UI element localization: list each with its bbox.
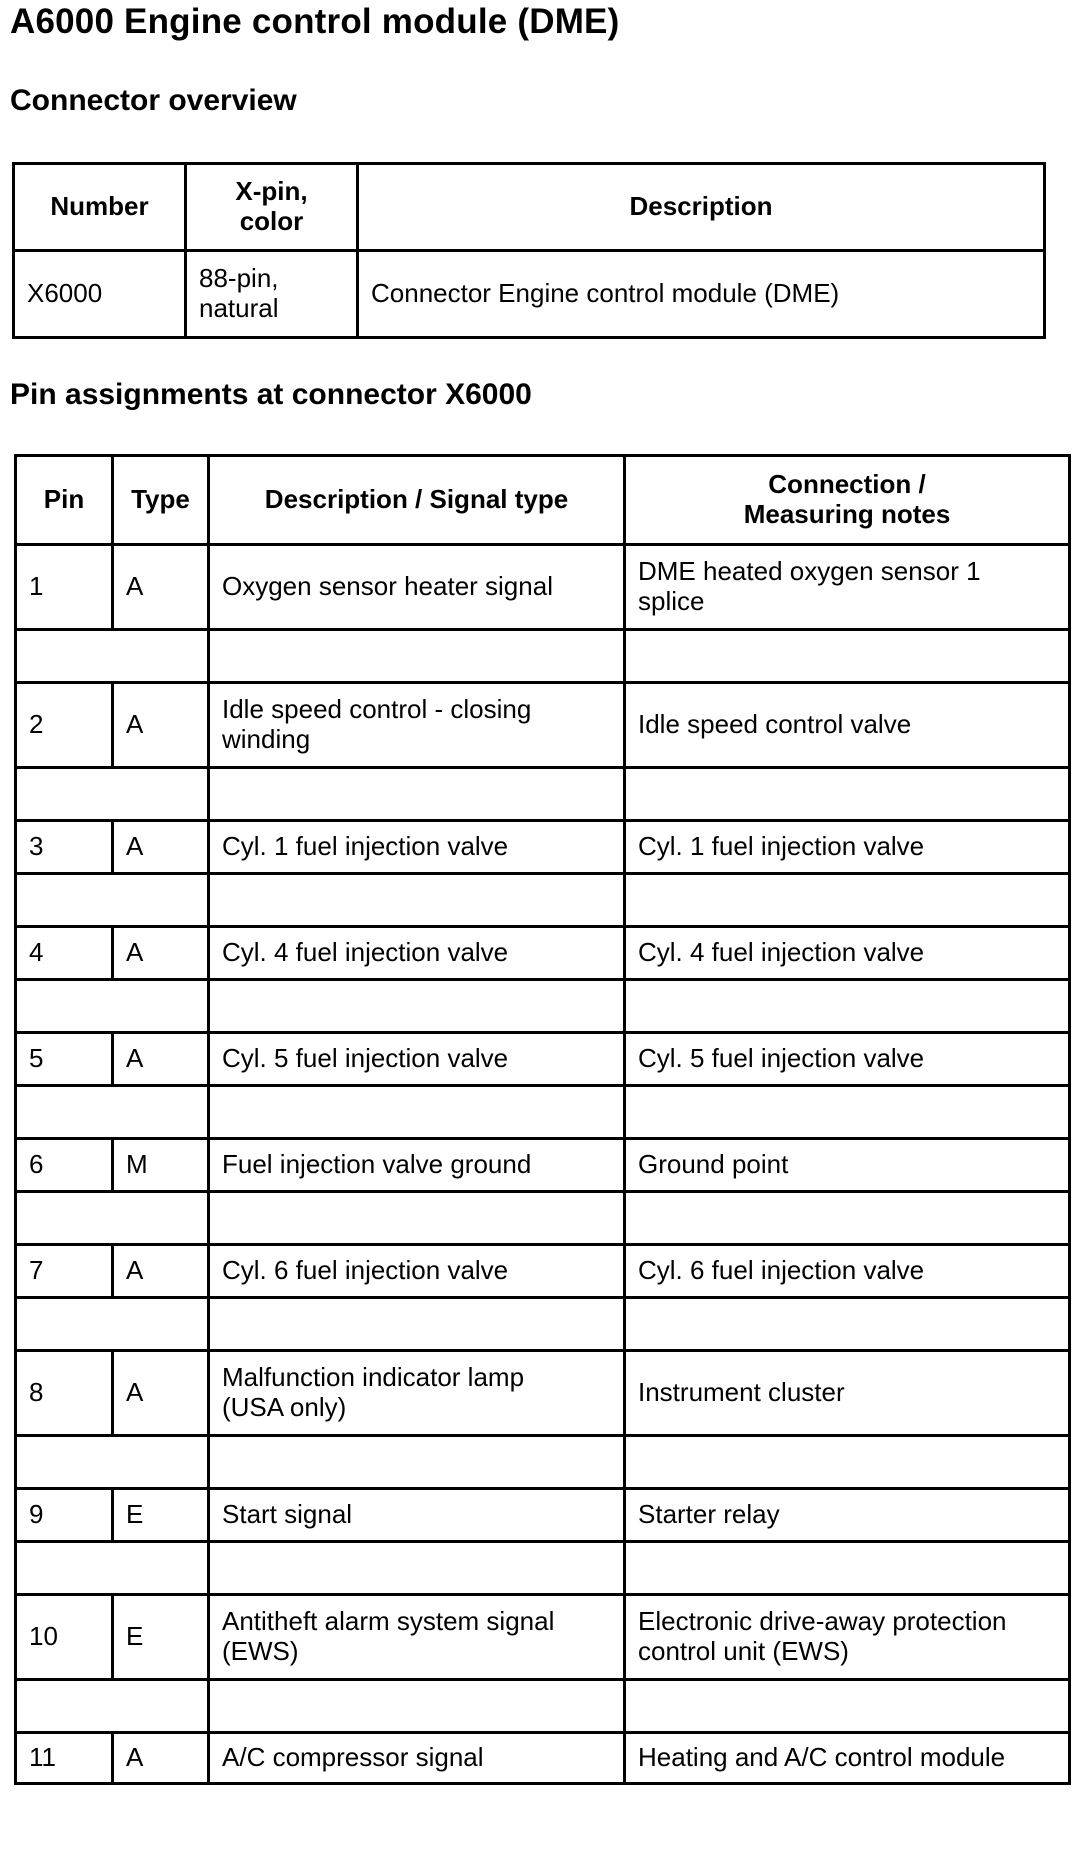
empty-cell	[625, 768, 1070, 821]
connector-overview-table	[12, 162, 1046, 339]
empty-cell	[209, 1436, 625, 1489]
pin-number-cell: 9	[16, 1489, 113, 1542]
pin-number-cell: 6	[16, 1139, 113, 1192]
column-header-description: Description / Signal type	[209, 456, 625, 545]
spacer-row	[16, 1436, 1070, 1489]
column-header-pin: Pin	[16, 456, 113, 545]
spacer-row	[16, 1298, 1070, 1351]
empty-cell	[625, 1436, 1070, 1489]
empty-cell	[209, 1086, 625, 1139]
empty-cell	[209, 1680, 625, 1733]
pin-connection-cell: Cyl. 6 fuel injection valve	[625, 1245, 1070, 1298]
column-header-xpin-color: X-pin, color	[186, 164, 358, 251]
pin-type-cell: A	[113, 927, 209, 980]
empty-cell	[209, 768, 625, 821]
connector-xpin-color: 88-pin, natural	[186, 251, 358, 338]
table-row	[16, 1245, 1070, 1298]
pin-number-cell: 7	[16, 1245, 113, 1298]
empty-cell	[625, 1192, 1070, 1245]
pin-type-cell: E	[113, 1489, 209, 1542]
pin-number-cell: 1	[16, 545, 113, 630]
connector-number: X6000	[14, 251, 186, 338]
pin-description-cell: Cyl. 5 fuel injection valve	[209, 1033, 625, 1086]
table-row	[16, 1139, 1070, 1192]
table-row	[16, 1489, 1070, 1542]
table-row	[16, 1033, 1070, 1086]
pin-number-cell: 11	[16, 1733, 113, 1784]
pin-type-cell: A	[113, 1245, 209, 1298]
pin-connection-cell: Idle speed control valve	[625, 683, 1070, 768]
pin-type-cell: A	[113, 545, 209, 630]
table-row	[16, 1733, 1070, 1784]
spacer-row	[16, 1542, 1070, 1595]
table-row	[16, 1595, 1070, 1680]
empty-cell	[16, 1086, 209, 1139]
pin-connection-cell: Instrument cluster	[625, 1351, 1070, 1436]
pin-number-cell: 2	[16, 683, 113, 768]
column-header-description: Description	[358, 164, 1045, 251]
pin-description-cell: Fuel injection valve ground	[209, 1139, 625, 1192]
empty-cell	[209, 874, 625, 927]
empty-cell	[209, 1192, 625, 1245]
empty-cell	[209, 980, 625, 1033]
connector-overview-heading: Connector overview	[10, 84, 297, 117]
pin-description-cell: Antitheft alarm system signal (EWS)	[209, 1595, 625, 1680]
table-row	[14, 251, 1045, 338]
pin-connection-cell: Starter relay	[625, 1489, 1070, 1542]
spacer-row	[16, 630, 1070, 683]
pin-description-cell: A/C compressor signal	[209, 1733, 625, 1784]
pin-number-cell: 10	[16, 1595, 113, 1680]
empty-cell	[16, 630, 209, 683]
empty-cell	[209, 630, 625, 683]
spacer-row	[16, 1680, 1070, 1733]
pin-connection-cell: Cyl. 4 fuel injection valve	[625, 927, 1070, 980]
empty-cell	[16, 1298, 209, 1351]
empty-cell	[625, 1086, 1070, 1139]
pin-description-cell: Cyl. 4 fuel injection valve	[209, 927, 625, 980]
pin-description-cell: Cyl. 6 fuel injection valve	[209, 1245, 625, 1298]
empty-cell	[16, 1542, 209, 1595]
column-header-number: Number	[14, 164, 186, 251]
pin-description-cell: Idle speed control - closing winding	[209, 683, 625, 768]
table-row	[16, 821, 1070, 874]
spacer-row	[16, 1086, 1070, 1139]
pin-connection-cell: Heating and A/C control module	[625, 1733, 1070, 1784]
table-row	[16, 683, 1070, 768]
pin-assignments-table	[14, 454, 1071, 1785]
empty-cell	[625, 980, 1070, 1033]
spacer-row	[16, 874, 1070, 927]
pin-number-cell: 8	[16, 1351, 113, 1436]
pin-assignments-heading: Pin assignments at connector X6000	[10, 378, 532, 411]
pin-connection-cell: DME heated oxygen sensor 1 splice	[625, 545, 1070, 630]
table-row	[16, 545, 1070, 630]
pin-number-cell: 5	[16, 1033, 113, 1086]
empty-cell	[625, 1542, 1070, 1595]
table-header-row	[14, 164, 1045, 251]
empty-cell	[16, 980, 209, 1033]
table-row	[16, 1351, 1070, 1436]
empty-cell	[209, 1298, 625, 1351]
empty-cell	[16, 1680, 209, 1733]
column-header-type: Type	[113, 456, 209, 545]
pin-type-cell: A	[113, 1351, 209, 1436]
pin-description-cell: Cyl. 1 fuel injection valve	[209, 821, 625, 874]
empty-cell	[625, 630, 1070, 683]
table-row	[16, 927, 1070, 980]
spacer-row	[16, 980, 1070, 1033]
pin-number-cell: 3	[16, 821, 113, 874]
pin-description-cell: Malfunction indicator lamp (USA only)	[209, 1351, 625, 1436]
pin-connection-cell: Cyl. 1 fuel injection valve	[625, 821, 1070, 874]
empty-cell	[16, 768, 209, 821]
spacer-row	[16, 768, 1070, 821]
pin-table-body	[16, 545, 1070, 1784]
column-header-connection: Connection / Measuring notes	[625, 456, 1070, 545]
empty-cell	[16, 1192, 209, 1245]
empty-cell	[625, 874, 1070, 927]
pin-type-cell: A	[113, 821, 209, 874]
empty-cell	[16, 874, 209, 927]
spacer-row	[16, 1192, 1070, 1245]
pin-connection-cell: Electronic drive-away protection control unit (EWS)	[625, 1595, 1070, 1680]
empty-cell	[209, 1542, 625, 1595]
pin-type-cell: A	[113, 1733, 209, 1784]
table-header-row	[16, 456, 1070, 545]
pin-type-cell: E	[113, 1595, 209, 1680]
pin-description-cell: Oxygen sensor heater signal	[209, 545, 625, 630]
pin-type-cell: A	[113, 1033, 209, 1086]
pin-connection-cell: Ground point	[625, 1139, 1070, 1192]
empty-cell	[625, 1298, 1070, 1351]
page-title: A6000 Engine control module (DME)	[10, 2, 620, 41]
pin-type-cell: M	[113, 1139, 209, 1192]
pin-connection-cell: Cyl. 5 fuel injection valve	[625, 1033, 1070, 1086]
empty-cell	[16, 1436, 209, 1489]
pin-number-cell: 4	[16, 927, 113, 980]
empty-cell	[625, 1680, 1070, 1733]
pin-description-cell: Start signal	[209, 1489, 625, 1542]
pin-type-cell: A	[113, 683, 209, 768]
connector-description: Connector Engine control module (DME)	[358, 251, 1045, 338]
